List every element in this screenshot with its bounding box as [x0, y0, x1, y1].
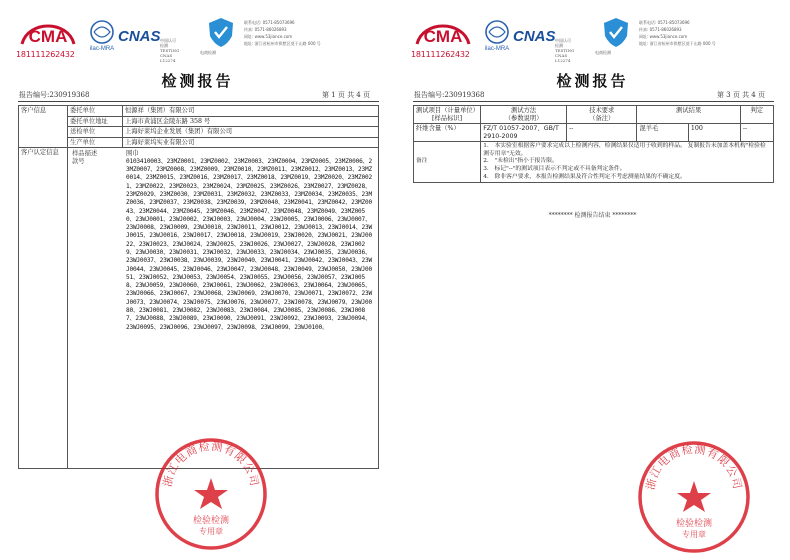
- contact-website: 网址: www.53jiance.com: [639, 34, 688, 39]
- field-label: 生产单位: [68, 137, 123, 148]
- page-title: 检测报告: [161, 72, 234, 90]
- contact-phone: 联系电话: 0571-85073696: [244, 20, 295, 25]
- header-divider: [18, 101, 379, 102]
- badge-label: 电商检测: [595, 50, 611, 55]
- report-header: [395, 14, 790, 66]
- sample-info-inner: [70, 150, 376, 332]
- contact-address: 地址: 浙江省杭州市拱墅区莫干山路 000 号: [639, 41, 716, 46]
- inspection-seal: [152, 435, 270, 553]
- field-label: 委托单位地址: [68, 116, 123, 127]
- svg-text:CMA: CMA: [28, 27, 68, 46]
- field-value: 上海好莱坞企业发展（集团）有限公司: [123, 127, 379, 138]
- result-value: 100: [688, 124, 740, 142]
- col-header-result: 测试结果: [637, 106, 740, 124]
- header-divider: [413, 101, 774, 102]
- contact-fax: 传真: 0571-86026893: [639, 27, 682, 32]
- page-title: 检测报告: [556, 72, 629, 90]
- cma-logo: [18, 14, 78, 50]
- cnas-logo: CNAS: [513, 28, 556, 45]
- svg-text:检验检测: 检验检测: [192, 516, 230, 526]
- test-item: 纤维含量（%）: [414, 124, 481, 142]
- field-value: 上海市黄浦区金陵东路 358 号: [123, 116, 379, 127]
- col-header-method: 测试方法 （参数说明）: [481, 106, 567, 124]
- sample-info-section-title: 客户认定信息: [19, 148, 68, 469]
- style-code-label: 款号: [72, 157, 85, 165]
- inspection-seal: [635, 438, 753, 556]
- col-header-verdict: 判定: [740, 106, 773, 124]
- notes-row: [414, 142, 774, 183]
- field-label: 委托单位: [68, 106, 123, 117]
- note-item: 3. 标记"--"的测试项目表示不判定或不具备判定条件。: [483, 165, 626, 172]
- contact-website: 网址: www.53jiance.com: [244, 34, 293, 39]
- svg-text:专用章: 专用章: [199, 527, 223, 536]
- col-header-item: 测试项目（计量单位） [样品标识]: [414, 106, 481, 124]
- test-method: FZ/T 01057-2007、GB/T 2910-2009: [481, 124, 567, 142]
- cnas-logo: CNAS: [118, 28, 161, 45]
- cnas-subtext: 中国认可 检测 TESTING CNAS L12274: [555, 38, 575, 63]
- report-end-mark: ******** 检测报告结束 ********: [548, 212, 637, 219]
- cma-number: 181111262432: [411, 50, 470, 59]
- page-number: 第 1 页 共 4 页: [321, 91, 370, 99]
- note-item: 1. 本实验室根据客户要求完成以上检测内容，检测结果仅适用于收到的样品。 复制报告未加盖本机构"检验检测专用章"无效。: [483, 143, 766, 157]
- sample-desc-value: 围巾: [126, 150, 139, 158]
- svg-text:ilac-MRA: ilac-MRA: [89, 46, 115, 52]
- ilac-mra-logo: [86, 18, 118, 52]
- badge-label: 电商检测: [200, 50, 216, 55]
- field-value: 上海好莱坞实业有限公司: [123, 137, 379, 148]
- report-number: 报告编号:230919368: [414, 91, 485, 99]
- svg-text:ilac-MRA: ilac-MRA: [484, 46, 510, 52]
- cma-logo: [413, 14, 473, 50]
- svg-text:检验检测: 检验检测: [675, 519, 713, 529]
- client-info-section-title: 客户信息: [19, 106, 68, 148]
- table-header-row: [414, 106, 774, 124]
- client-info-table: [18, 105, 379, 469]
- svg-text:专用章: 专用章: [682, 530, 706, 539]
- svg-text:CMA: CMA: [423, 27, 463, 46]
- note-item: 2. "未检出"指小于报告限。: [483, 158, 558, 165]
- report-number: 报告编号:230919368: [19, 91, 90, 99]
- sample-desc-label: 样品描述: [72, 150, 98, 158]
- table-row: [414, 124, 774, 142]
- cnas-subtext: 中国认可 检测 TESTING CNAS L12274: [160, 38, 180, 63]
- contact-address: 地址: 浙江省杭州市拱墅区莫干山路 000 号: [244, 41, 321, 46]
- report-header: [0, 14, 395, 66]
- note-item: 4. 除非客户要求，本报告检测结果及符合性判定不考虑测量结果的不确定度。: [483, 173, 686, 180]
- ecommerce-testing-badge: [204, 16, 238, 50]
- test-results-table: [413, 105, 774, 183]
- ecommerce-testing-badge: [599, 16, 633, 50]
- svg-text:浙江电商检测有限公司: 浙江电商检测有限公司: [643, 442, 745, 491]
- style-code-list: 0103410003、23MZ0001、23MZ0002、23MZ0003、23MZ0004、23MZ0005、23MZ0006、23MZ0007、23MZ0008、23MZ0009、23MZ0010、23MZ0011、23MZ0012、23MZ0013、23MZ0014、23MZ0015、23MZ0016、23MZ0017、23MZ0018、23MZ0019、23MZ0020、23MZ0021、23MZ0022、23MZ0023、23MZ0024、23MZ0025、23MZ0026、23MZ0027、23MZ0028、23MZ0029、23MZ0030、23MZ0031、23MZ0032、23MZ0033、23MZ0034、23MZ0035、23MZ0036、23MZ0037、23MZ0038、23MZ0039、23MZ0040、23MZ0041、23MZ0042、23MZ0043、23MZ0044、23MZ0045、23MZ0046、23MZ0047、23MZ0048、23MZ0049、23MZ0050、23WJ0001、23WJ0002、23WJ0003、23WJ0004、23WJ0005、23WJ0006、23WJ0007、23WJ0008、23WJ0009、23WJ0010、23WJ0011、23WJ0012、23WJ0013、23WJ0014、23WJ0015、23WJ0016、23WJ0017、23WJ0018、23WJ0019、23WJ0020、23WJ0021、23WJ0022、23WJ0023、23WJ0024、23WJ0025、23WJ0026、23WJ0027、23WJ0028、23WJ0029、23WJ0030、23WJ0031、23WJ0032、23WJ0033、23WJ0034、23WJ0035、23WJ0036、23WJ0037、23WJ0038、23WJ0039、23WJ0040、23WJ0041、23WJ0042、23WJ0043、23WJ0044、23WJ0045、23WJ0046、23WJ0047、23WJ0048、23WJ0049、23WJ0050、23WJ0051、23WJ0052、23WJ0053、23WJ0054、23WJ0055、23WJ0056、23WJ0057、23WJ0058、23WJ0059、23WJ0060、23WJ0061、23WJ0062、23WJ0063、23WJ0064、23WJ0065、23WJ0066、23WJ0067、23WJ0068、23WJ0069、23WJ0070、23WJ0071、23WJ0072、23WJ0073、23WJ0074、23WJ0075、23WJ0076、23WJ0077、23WJ0078、23WJ0079、23WJ0080、23WJ0081、23WJ0082、23WJ0083、23WJ0084、23WJ0085、23WJ0086、23WJ0087、23WJ0088、23WJ0089、23WJ0090、23WJ0091、23WJ0092、23WJ0093、23WJ0094、23WJ0095、23WJ0096、23WJ0097、23WJ0098、23WJ0099、23WJ0100。: [126, 157, 372, 331]
- contact-phone: 联系电话: 0571-85073696: [639, 20, 690, 25]
- cma-number: 181111262432: [16, 50, 75, 59]
- contact-fax: 传真: 0571-86026893: [244, 27, 287, 32]
- page-number: 第 3 页 共 4 页: [716, 91, 765, 99]
- field-label: 送检单位: [68, 127, 123, 138]
- result-fiber: 混羊毛: [637, 124, 688, 142]
- verdict-value: --: [740, 124, 773, 142]
- tech-requirement: --: [567, 124, 637, 142]
- col-header-requirement: 技术要求 （备注）: [567, 106, 637, 124]
- field-value: 恒源祥（集团）有限公司: [123, 106, 379, 117]
- notes-label: 备注: [414, 142, 481, 183]
- notes-content: [481, 142, 774, 183]
- ilac-mra-logo: [481, 18, 513, 52]
- svg-text:浙江电商检测有限公司: 浙江电商检测有限公司: [160, 439, 262, 488]
